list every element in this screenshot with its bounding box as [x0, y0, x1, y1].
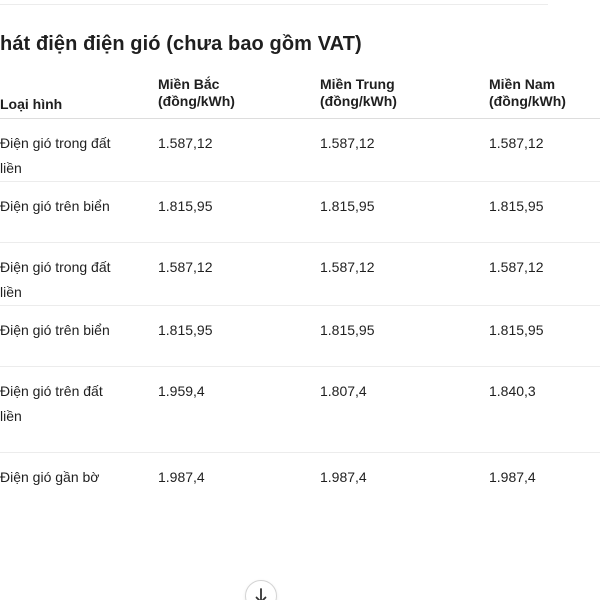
- page-title: hát điện điện gió (chưa bao gồm VAT): [0, 33, 362, 55]
- wind-power-price-table: [0, 76, 600, 514]
- type-cell: [0, 119, 158, 182]
- column-header-north-label: Miền Bắc: [158, 76, 220, 92]
- type-line-2: liền: [0, 284, 22, 300]
- table-body: [0, 119, 600, 514]
- type-line-1: Điện gió trên biển: [0, 322, 110, 338]
- south-price-cell: 1.987,4: [489, 469, 536, 485]
- south-price-cell: 1.587,12: [489, 135, 544, 151]
- central-price-cell: 1.815,95: [320, 322, 375, 338]
- type-cell: [0, 182, 158, 243]
- north-price-cell: 1.959,4: [158, 383, 205, 399]
- type-cell: [0, 367, 158, 453]
- column-header-type-label: Loại hình: [0, 96, 63, 112]
- central-price-cell: 1.807,4: [320, 383, 367, 399]
- column-header-north: [158, 76, 320, 119]
- column-header-central: [320, 76, 489, 119]
- top-divider: [0, 0, 548, 5]
- column-header-south: [489, 76, 600, 119]
- arrow-down-icon: [254, 588, 268, 600]
- type-line-1: Điện gió trong đất: [0, 135, 111, 151]
- south-price-cell: 1.815,95: [489, 198, 544, 214]
- table-header-row: [0, 76, 600, 119]
- north-price-cell: 1.815,95: [158, 322, 213, 338]
- table-row: [0, 306, 600, 367]
- north-price-cell: 1.815,95: [158, 198, 213, 214]
- type-cell: [0, 243, 158, 306]
- type-line-2: liền: [0, 160, 22, 176]
- north-price-cell: 1.587,12: [158, 259, 213, 275]
- south-price-cell: 1.840,3: [489, 383, 536, 399]
- type-line-1: Điện gió gần bờ: [0, 469, 100, 485]
- table-row: [0, 182, 600, 243]
- type-cell: [0, 306, 158, 367]
- central-price-cell: 1.587,12: [320, 259, 375, 275]
- column-header-central-unit: (đồng/kWh): [320, 93, 397, 109]
- table-row: [0, 367, 600, 453]
- table-row: [0, 243, 600, 306]
- price-table-container: [0, 76, 600, 576]
- type-line-1: Điện gió trong đất: [0, 259, 111, 275]
- column-header-central-label: Miền Trung: [320, 76, 395, 92]
- north-price-cell: 1.987,4: [158, 469, 205, 485]
- type-cell: [0, 453, 158, 514]
- south-price-cell: 1.587,12: [489, 259, 544, 275]
- table-header: [0, 76, 600, 119]
- column-header-type: [0, 76, 158, 119]
- table-row: [0, 119, 600, 182]
- scroll-down-button[interactable]: [245, 580, 277, 600]
- type-line-2: liền: [0, 408, 22, 424]
- north-price-cell: 1.587,12: [158, 135, 213, 151]
- type-line-1: Điện gió trên biển: [0, 198, 110, 214]
- type-line-1: Điện gió trên đất: [0, 383, 103, 399]
- south-price-cell: 1.815,95: [489, 322, 544, 338]
- central-price-cell: 1.815,95: [320, 198, 375, 214]
- column-header-south-label: Miền Nam: [489, 76, 556, 92]
- central-price-cell: 1.987,4: [320, 469, 367, 485]
- column-header-south-unit: (đồng/kWh): [489, 93, 566, 109]
- table-row: [0, 453, 600, 514]
- column-header-north-unit: (đồng/kWh): [158, 93, 235, 109]
- central-price-cell: 1.587,12: [320, 135, 375, 151]
